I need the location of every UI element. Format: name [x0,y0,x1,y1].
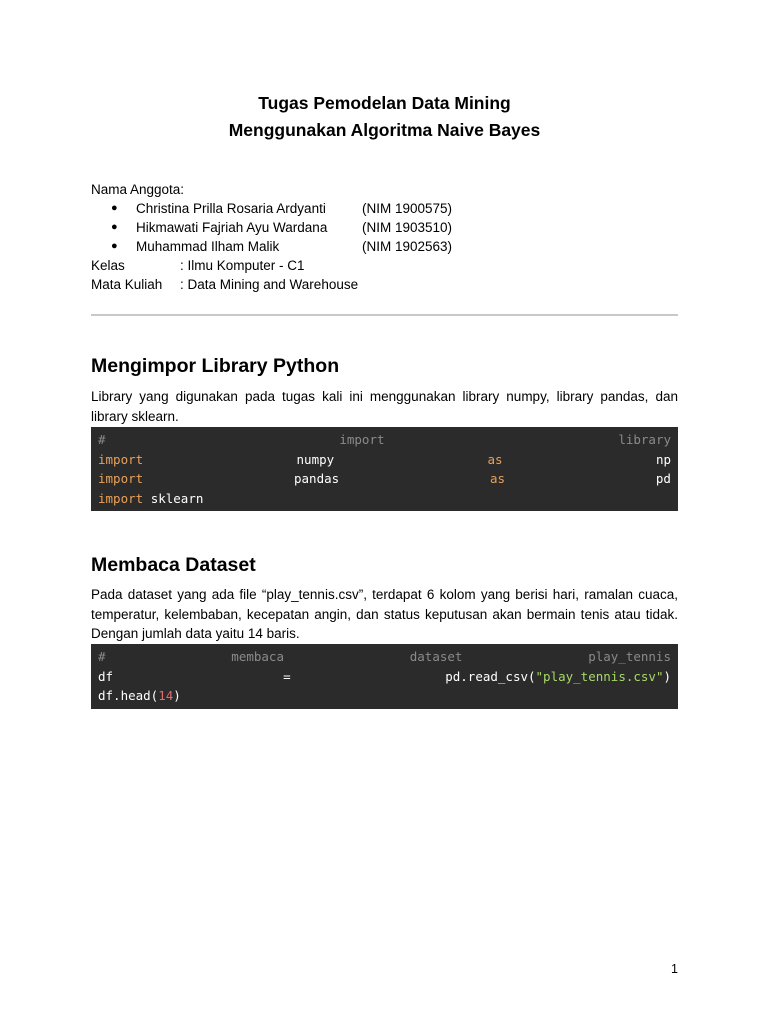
code-token: as [487,451,503,467]
document-title [91,90,678,144]
info-key: Mata Kuliah [91,277,163,292]
code-block-import [91,427,678,511]
divider [91,314,678,316]
code-token: play_tennis [588,649,671,664]
member-name: Christina Prilla Rosaria Ardyanti [136,201,326,216]
member-name: Hikmawati Fajriah Ayu Wardana [136,220,328,235]
code-line [98,450,671,470]
section-paragraph-dataset: Pada dataset yang ada file “play_tennis.csv”, terdapat 6 kolom yang berisi hari, ramalan cuaca, temperatur, kelembaban, kecepatan angin, dan status keputusan akan bermain tenis atau tidak. Dengan jumlah data yaitu 14 baris. [91,587,678,641]
code-token: import [339,432,385,447]
meta-block [91,180,678,294]
code-string: "play_tennis.csv" [535,668,664,684]
code-token: df.head( [98,688,159,703]
member-nim: (NIM 1900575) [362,201,453,216]
code-token: # [98,649,106,664]
bullet-icon: ● [111,202,118,214]
code-token: numpy [296,451,335,467]
code-line [98,430,671,450]
member-nim: (NIM 1903510) [362,220,453,235]
code-line [98,667,671,687]
code-token: ) [173,688,181,703]
code-token: import [98,471,144,486]
info-row-mata-kuliah [91,275,678,294]
code-token: as [490,471,506,486]
code-token: sklearn [150,490,204,506]
code-token: pd.read_csv( [445,668,536,684]
info-value: : Ilmu Komputer - C1 [180,258,305,273]
code-call [445,667,671,687]
code-line [98,489,671,509]
code-token: dataset [409,649,463,664]
info-row-kelas [91,256,678,275]
code-token: import [98,490,144,506]
section-paragraph-import: Library yang digunakan pada tugas kali ini menggunakan library numpy, library pandas, dan library sklearn. [91,389,678,424]
info-value: : Data Mining and Warehouse [180,277,359,292]
code-token: pandas [294,471,340,486]
bullet-icon: ● [111,240,118,252]
member-item [91,218,678,237]
code-line [98,647,671,667]
code-number: 14 [158,688,174,703]
code-token: import [98,451,144,467]
code-token: membaca [231,649,284,664]
code-line [98,469,671,489]
member-nim: (NIM 1902563) [362,239,453,254]
code-token: pd [655,471,671,486]
member-name: Muhammad Ilham Malik [136,239,280,254]
code-token: library [618,432,671,447]
code-token: # [98,432,106,447]
bullet-icon: ● [111,221,118,233]
section-heading-import: Mengimpor Library Python [91,355,340,377]
title-line-2: Menggunakan Algoritma Naive Bayes [228,120,541,140]
page-number: 1 [671,962,678,976]
info-key: Kelas [91,258,125,273]
code-token: df [98,668,114,684]
member-item [91,199,678,218]
title-line-1: Tugas Pemodelan Data Mining [258,93,511,113]
code-token: ) [663,668,671,684]
code-token: = [283,668,291,684]
code-line [98,686,671,706]
member-item [91,237,678,256]
code-token: np [655,451,671,467]
code-block-dataset [91,644,678,709]
members-label: Nama Anggota: [91,182,185,197]
section-heading-dataset: Membaca Dataset [91,554,256,576]
